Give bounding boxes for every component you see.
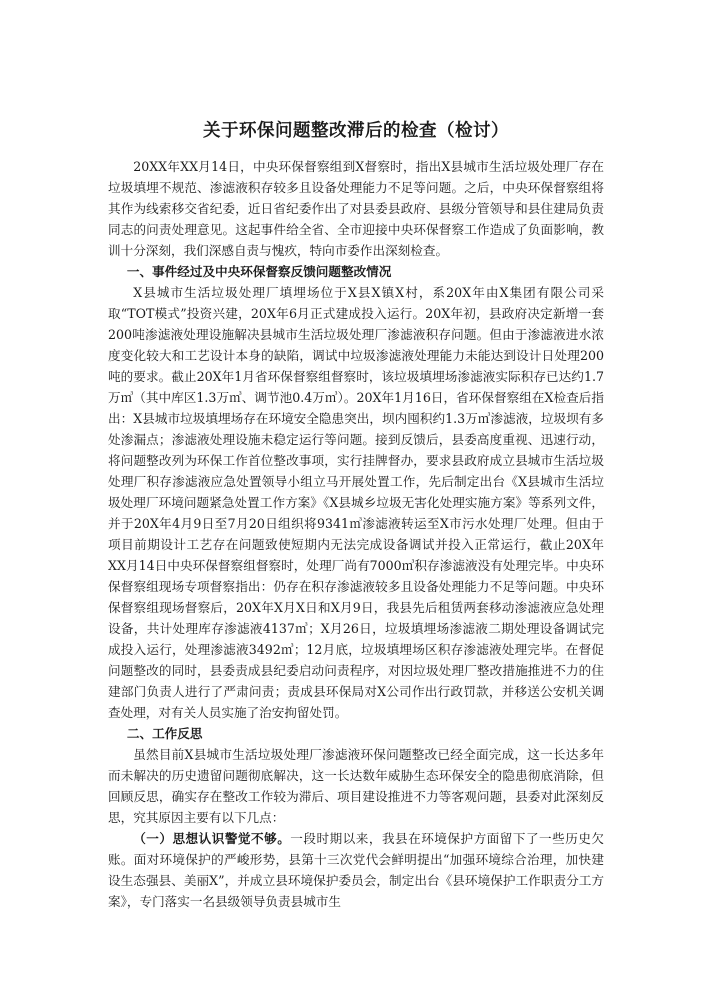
section-1-paragraph: X县城市生活垃圾处理厂填埋场位于X县X镇X村，系20X年由X集团有限公司采取“TOT模式”投资兴建，20X年6月正式建成投入运行。20X年初，县政府决定新增一套200吨渗滤液处理设施解决县城市生活垃圾处理厂渗滤液积存问题。但由于渗滤液进水浓度变化较大和工艺设计本身的缺陷，调试中垃圾渗滤液处理能力未能达到设计日处理200吨的要求。截止20X年1月省环保督察组督察时，该垃圾填埋场渗滤液实际积存已达约1.7万㎥（其中库区1.3万㎥、调节池0.4万㎥）。20X年1月16日，省环保督察组在X检查后指出：X县城市垃圾填埋场存在环境安全隐患突出，坝内囤积约1.3万㎥渗滤液，垃圾坝有多处渗漏点；渗滤液处理设施未稳定运行等问题。接到反馈后，县委高度重视、迅速行动，将问题整改列为环保工作首位整改事项，实行挂牌督办，要求县政府成立县城市生活垃圾处理厂积存渗滤液应急处置领导小组立马开展处置工作，先后制定出台《X县城市生活垃圾处理厂环境问题紧急处置工作方案》《X县城乡垃圾无害化处理实施方案》等系列文件，并于20X年4月9日至7月20日组织将9341㎥渗滤液转运至X市污水处理厂处理。但由于项目前期设计工艺存在问题致使短期内无法完成设备调试并投入正常运行，截止20X年XX月14日中央环保督察组督察时，处理厂尚有7000㎥积存渗滤液没有处理完毕。中央环保督察组现场专项督察指出：仍存在积存渗滤液较多且设备处理能力不足等问题。中央环保督察组现场督察后，20X年X月X日和X月9日，我县先后租赁两套移动渗滤液应急处理设备，共计处理库存渗滤液4137㎥；X月26日，垃圾填埋场渗滤液二期处理设备调试完成投入运行，处理渗滤液3492㎥；12月底，垃圾填埋场区积存渗滤液处理完毕。在督促问题整改的同时，县委责成县纪委启动问责程序，对因垃圾处理厂整改措施推进不力的住建部门负责人进行了严肃问责；责成县环保局对X公司作出行政罚款，并移送公安机关调查处理，对有关人员实施了治安拘留处罚。 — [108, 285, 604, 720]
document-title: 关于环保问题整改滞后的检查（检讨） — [203, 121, 509, 141]
document-page — [108, 118, 604, 912]
section-2-heading: 二、工作反思 — [126, 726, 203, 741]
point-1-text: 一段时期以来，我县在环境保护方面留下了一些历史欠账。面对环境保护的严峻形势，县第十三次党代会鲜明提出“加强环境综合治理，加快建设生态强县、美丽X”，并成立县环境保护委员会，制定出台《县环境保护工作职责分工方案》，专门落实一名县级领导负责县城市生 — [108, 831, 605, 909]
section-2-paragraph: 虽然目前X县城市生活垃圾处理厂渗滤液环保问题整改已经全面完成，这一长达多年而未解决的历史遗留问题彻底解决，这一长达数年威胁生态环保安全的隐患彻底消除，但回顾反思，确实存在整改工作较为滞后、项目建设推进不力等客观问题，县委对此深刻反思，究其原因主要有以下几点： — [108, 747, 604, 825]
intro-paragraph: 20XX年XX月14日，中央环保督察组到X督察时，指出X县城市生活垃圾处理厂存在垃圾填埋不规范、渗滤液积存较多且设备处理能力不足等问题。之后，中央环保督察组将其作为线索移交省纪委，近日省纪委作出了对县委县政府、县级分管领导和县住建局负责同志的问责处理意见。这起事件给全省、全市迎接中央环保督察工作造成了负面影响，教训十分深刻，我们深感自责与愧疚，特向市委作出深刻检查。 — [108, 159, 604, 258]
section-1-heading: 一、事件经过及中央环保督察反馈问题整改情况 — [126, 264, 392, 279]
point-1-paragraph — [108, 828, 604, 912]
point-1-lead: （一）思想认识警觉不够。 — [133, 831, 291, 846]
